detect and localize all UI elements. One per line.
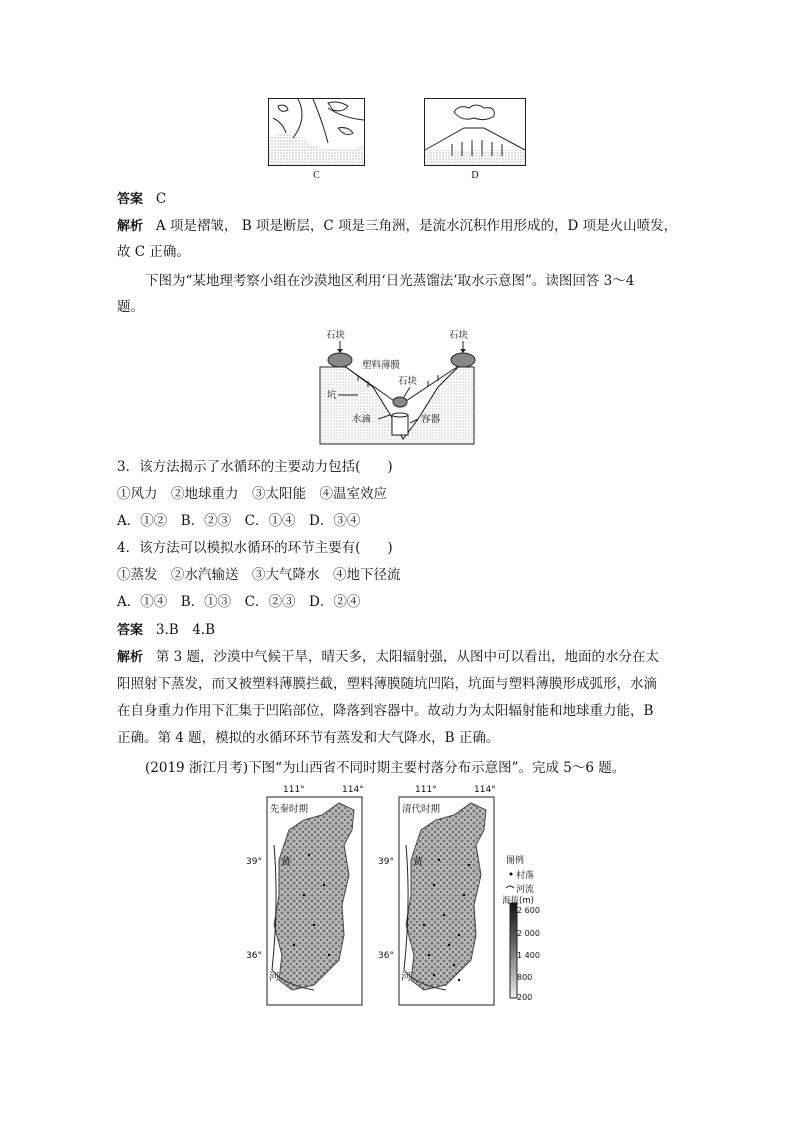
river-label-he-right: 河 <box>401 972 411 983</box>
intro-34-line1: 下图为“某地理考察小组在沙漠地区利用‘日光蒸馏法’取水示意图”。读图回答 3～4 <box>145 273 635 289</box>
lat-39-right: 39° <box>378 857 394 867</box>
river-label-huang-right: 黄 <box>413 857 423 868</box>
label-film: 塑料薄膜 <box>362 360 401 371</box>
q3-choices: A．①② B．②③ C．①④ D．③④ <box>117 513 361 529</box>
map-title-right: 清代时期 <box>402 801 440 815</box>
solar-still-diagram <box>318 327 476 445</box>
volcano-diagram <box>424 98 526 166</box>
answer-1 <box>117 190 166 209</box>
label-container: 容器 <box>421 414 441 425</box>
label-stone-right: 石块 <box>449 330 469 341</box>
figure-d-label: D <box>471 170 479 181</box>
lat-36-right: 36° <box>378 951 394 961</box>
figure-d <box>424 98 526 181</box>
analysis-1-line1 <box>117 217 677 236</box>
analysis-label: 解析 <box>117 219 144 234</box>
answer-value: 3.B 4.B <box>155 622 215 638</box>
answer-label: 答案 <box>117 623 144 638</box>
q3-options: ①风力 ②地球重力 ③太阳能 ④温室效应 <box>117 486 387 502</box>
answer-label: 答案 <box>117 192 144 207</box>
legend-title: 图例 <box>506 856 525 866</box>
q4-stem: 4．该方法可以模拟水循环的环节主要有( ) <box>117 540 393 556</box>
figure-c <box>268 98 365 181</box>
lon-114-left: 114° <box>342 785 364 795</box>
lon-111-left: 111° <box>283 785 305 795</box>
legend-river: 河流 <box>516 885 535 895</box>
lat-39-left: 39° <box>246 857 262 867</box>
label-stone-mid: 石块 <box>398 376 418 387</box>
legend-village: 村落 <box>516 871 535 881</box>
intro-34-line2: 题。 <box>117 299 144 315</box>
label-drop: 水滴 <box>352 414 372 425</box>
analysis-1-line2: 故 C 正确。 <box>117 244 190 260</box>
elevation-title: 海拔(m) <box>502 896 534 906</box>
lon-114-right: 114° <box>474 785 496 795</box>
intro-56-line1: (2019 浙江月考)下图“为山西省不同时期主要村落分布示意图”。完成 5～6 题。 <box>145 760 626 776</box>
river-label-huang-left: 黄 <box>281 857 291 868</box>
lat-36-left: 36° <box>246 951 262 961</box>
shanxi-maps <box>244 785 534 1010</box>
q3-stem: 3．该方法揭示了水循环的主要动力包括( ) <box>117 459 393 475</box>
lon-111-right: 111° <box>415 785 437 795</box>
answer-34 <box>117 621 215 640</box>
q4-options: ①蒸发 ②水汽输送 ③大气降水 ④地下径流 <box>117 567 401 583</box>
analysis-34-line1 <box>117 648 659 667</box>
figure-c-label: C <box>313 170 320 181</box>
delta-diagram <box>268 98 365 166</box>
elev-1400: 1 400 <box>517 951 540 960</box>
analysis-text: A 项是褶皱， B 项是断层，C 项是三角洲，是流水沉积作用形成的，D 项是火山喷发， <box>155 218 678 234</box>
elev-800: 800 <box>517 973 533 982</box>
elev-2000: 2 000 <box>517 929 540 938</box>
solar-still-figure <box>318 327 476 445</box>
elev-2600: 2 600 <box>517 906 540 915</box>
analysis-34-line2: 阳照射下蒸发，而又被塑料薄膜拦截，塑料薄膜随坑凹陷，坑面与塑料薄膜形成弧形，水滴 <box>117 676 657 692</box>
analysis-34-line3: 在自身重力作用下汇集于凹陷部位，降落到容器中。故动力为太阳辐射能和地球重力能，B <box>117 703 654 719</box>
q4-choices: A．①④ B．①③ C．②③ D．②④ <box>117 594 361 610</box>
elev-200: 200 <box>517 993 533 1002</box>
analysis-label: 解析 <box>117 650 144 665</box>
analysis-34-line4: 正确。第 4 题，模拟的水循环环节有蒸发和大气降水，B 正确。 <box>117 730 500 746</box>
answer-value: C <box>155 191 167 207</box>
map-title-left: 先秦时期 <box>270 801 308 815</box>
analysis-text: 第 3 题，沙漠中气候干旱，晴天多，太阳辐射强，从图中可以看出，地面的水分在太 <box>155 649 660 665</box>
label-stone-left: 石块 <box>326 330 346 341</box>
shanxi-map-figure <box>244 785 540 1010</box>
label-pit: 坑 <box>327 390 337 401</box>
river-label-he-left: 河 <box>269 972 279 983</box>
